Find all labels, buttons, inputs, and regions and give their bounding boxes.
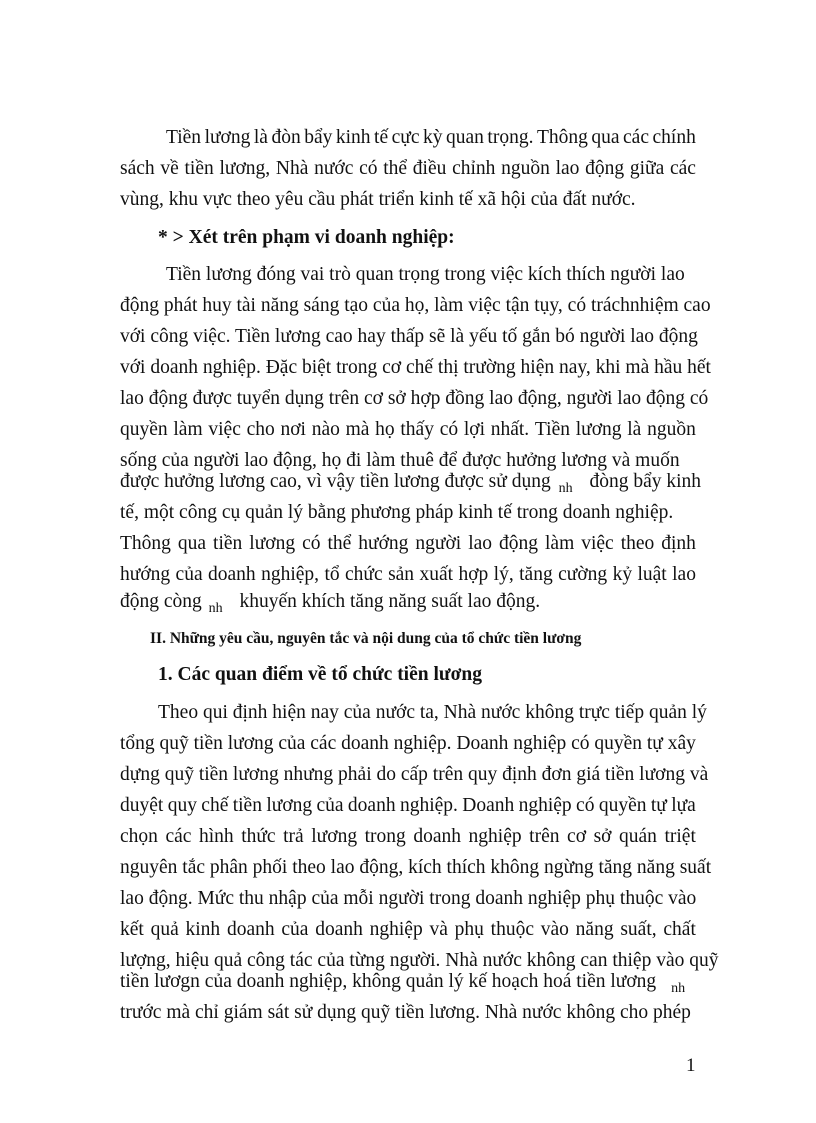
word: quán xyxy=(619,826,657,847)
word: thể xyxy=(327,533,352,554)
word: triệt xyxy=(664,826,696,847)
word: lương xyxy=(311,826,358,847)
word: Tiền xyxy=(534,419,570,440)
word: lương, xyxy=(219,158,271,179)
word: các xyxy=(165,826,192,847)
word: việc xyxy=(208,419,241,440)
word: phụ xyxy=(454,919,484,940)
word: về xyxy=(160,158,179,179)
word: lương xyxy=(575,419,622,440)
word: tiền xyxy=(184,158,214,179)
paragraph-line: lượng, hiệu quả công tác của từng người. Nhà nước không can thiệp vào quỹ xyxy=(120,950,719,971)
paragraph-line xyxy=(120,825,696,849)
subscript-fragment: nh xyxy=(558,481,573,496)
word: của xyxy=(175,564,203,585)
paragraph-line xyxy=(120,157,696,181)
word: Doanh xyxy=(462,795,515,816)
word: vào xyxy=(540,919,569,940)
word: quả xyxy=(150,919,179,940)
word: tế xyxy=(374,127,389,148)
word: cường xyxy=(558,564,608,585)
paragraph-line xyxy=(120,563,696,587)
word: lương xyxy=(249,533,296,554)
word: Doanh xyxy=(456,733,509,754)
word: quan xyxy=(446,127,484,148)
paragraph-line: với doanh nghiệp. Đặc biệt trong cơ chế thị trường hiện nay, khi mà hầu hết xyxy=(120,357,711,378)
word: quyền xyxy=(120,419,168,440)
word: chọn xyxy=(120,826,158,847)
word: của xyxy=(281,919,309,940)
word: thức xyxy=(241,826,276,847)
word: xây xyxy=(667,733,696,754)
word: sách xyxy=(120,158,155,179)
paragraph-line: trước mà chỉ giám sát sử dụng quỹ tiền lương. Nhà nước không cho phép xyxy=(120,1002,691,1023)
word: mà xyxy=(345,419,370,440)
word: qua xyxy=(177,533,207,554)
word: có xyxy=(571,733,590,754)
word: doanh xyxy=(226,919,275,940)
word: tiền xyxy=(193,733,223,754)
paragraph-line xyxy=(120,590,540,616)
word: nguồn xyxy=(501,158,550,179)
word: nơi xyxy=(280,419,306,440)
word: việc xyxy=(581,533,614,554)
subscript-fragment: nh xyxy=(671,981,686,996)
word: hình xyxy=(198,826,234,847)
word: của xyxy=(316,795,344,816)
paragraph-line xyxy=(120,732,696,756)
word: quỹ xyxy=(159,733,189,754)
word: tăng xyxy=(519,564,553,585)
paragraph-text: khuyến khích tăng năng suất lao động. xyxy=(239,591,541,612)
word: lao xyxy=(555,158,580,179)
word: làm xyxy=(173,419,203,440)
word: năng xyxy=(575,919,614,940)
word: nào xyxy=(311,419,340,440)
word: nghiệp, xyxy=(261,564,320,585)
paragraph-line xyxy=(120,794,696,818)
paragraph-line: động phát huy tài năng sáng tạo của họ, làm việc tận tụy, có tráchnhiệm cao xyxy=(120,295,711,316)
word: Tiền xyxy=(166,127,202,148)
word: chức xyxy=(345,564,383,585)
word: có xyxy=(439,419,459,440)
word: cơ xyxy=(567,826,587,847)
word: nguồn xyxy=(647,419,696,440)
word: chế xyxy=(201,795,229,816)
section-heading: 1. Các quan điểm về tổ chức tiền lương xyxy=(158,664,482,685)
word: trên xyxy=(529,826,560,847)
word: giữa xyxy=(629,158,665,179)
word: Thông xyxy=(120,533,171,554)
word: doanh xyxy=(341,733,389,754)
word: kinh xyxy=(335,127,371,148)
word: Thông xyxy=(536,127,588,148)
word: hướng xyxy=(120,564,171,585)
word: kỳ xyxy=(423,127,443,148)
paragraph-line: dựng quỹ tiền lương nhưng phải do cấp trên quy định đơn giá tiền lương và xyxy=(120,764,709,785)
word: sở xyxy=(593,826,612,847)
paragraph-line xyxy=(166,126,696,150)
word: chính xyxy=(652,127,696,148)
word: đòn xyxy=(271,127,301,148)
word: hợp xyxy=(458,564,489,585)
word: trả xyxy=(283,826,304,847)
word: là xyxy=(627,419,642,440)
word: làm xyxy=(545,533,575,554)
word: cho xyxy=(246,419,275,440)
word: thể xyxy=(383,158,408,179)
paragraph-text: tiền lươgn của doanh nghiệp, không quản lý kế hoạch hoá tiền lương xyxy=(120,971,657,992)
paragraph-line xyxy=(120,532,696,556)
word: họ xyxy=(375,419,395,440)
word: trọng. xyxy=(487,127,534,148)
word: Nhà xyxy=(275,158,309,179)
word: trong xyxy=(364,826,406,847)
paragraph-line: lao động. Mức thu nhập của mỗi người trong doanh nghiệp phụ thuộc vào xyxy=(120,888,697,909)
word: lương xyxy=(204,127,251,148)
word: có xyxy=(302,533,321,554)
word: doanh xyxy=(347,795,396,816)
word: xuất xyxy=(419,564,454,585)
word: tổ xyxy=(324,564,340,585)
paragraph-line: Theo qui định hiện nay của nước ta, Nhà nước không trực tiếp quản lý xyxy=(158,702,707,723)
word: tiền xyxy=(213,533,243,554)
word: nước xyxy=(314,158,354,179)
word: có xyxy=(576,795,595,816)
word: doanh xyxy=(315,919,363,940)
word: người xyxy=(415,533,462,554)
paragraph-line: tế, một công cụ quản lý bằng phương pháp kinh tế trong doanh nghiệp. xyxy=(120,502,674,523)
paragraph-line: với công việc. Tiền lương cao hay thấp sẽ là yếu tố gắn bó người lao động xyxy=(120,326,698,347)
word: các xyxy=(310,733,337,754)
word: lợi xyxy=(463,419,485,440)
word: quyền xyxy=(598,795,647,816)
word: và xyxy=(429,919,448,940)
word: quyền xyxy=(594,733,643,754)
paragraph-text: động còng xyxy=(120,591,202,612)
word: nghiệp xyxy=(468,826,522,847)
word: tự xyxy=(646,733,663,754)
word: các xyxy=(623,127,649,148)
paragraph-line: vùng, khu vực theo yêu cầu phát triển kinh tế xã hội của đất nước. xyxy=(120,189,636,210)
word: lý, xyxy=(493,564,514,585)
paragraph-line: Tiền lương đóng vai trò quan trọng trong việc kích thích người lao xyxy=(166,264,685,285)
word: nhất. xyxy=(490,419,530,440)
word: động xyxy=(585,158,625,179)
word: tự xyxy=(650,795,667,816)
section-heading: * > Xét trên phạm vi doanh nghiệp: xyxy=(158,227,455,248)
chapter-heading: II. Những yêu cầu, nguyên tắc và nội dung của tổ chức tiền lương xyxy=(150,630,582,647)
word: quy xyxy=(167,795,197,816)
word: sản xyxy=(388,564,415,585)
word: nghiệp xyxy=(513,733,567,754)
word: duyệt xyxy=(120,795,164,816)
word: kết xyxy=(120,919,144,940)
word: doanh xyxy=(208,564,256,585)
word: doanh xyxy=(413,826,461,847)
word: cực xyxy=(391,127,420,148)
word: thuộc xyxy=(490,919,534,940)
word: tiền xyxy=(232,795,262,816)
word: chỉnh xyxy=(452,158,496,179)
word: nghiệp. xyxy=(393,733,452,754)
word: định xyxy=(661,533,696,554)
word: tổng xyxy=(120,733,155,754)
word: theo xyxy=(620,533,655,554)
word: là xyxy=(253,127,268,148)
paragraph-line xyxy=(120,418,696,442)
word: bẩy xyxy=(304,127,333,148)
paragraph-line: nguyên tắc phân phối theo lao động, kích thích không ngừng tăng năng suất xyxy=(120,857,712,878)
word: lựa xyxy=(671,795,696,816)
word: lao xyxy=(672,564,696,585)
word: kinh xyxy=(185,919,221,940)
word: các xyxy=(669,158,696,179)
word: thấy xyxy=(400,419,434,440)
word: qua xyxy=(591,127,620,148)
word: nghiệp xyxy=(369,919,423,940)
word: lương xyxy=(227,733,274,754)
word: có xyxy=(359,158,378,179)
word: chất xyxy=(663,919,696,940)
word: nghiệp. xyxy=(399,795,458,816)
page-number: 1 xyxy=(686,1055,696,1076)
subscript-fragment: nh xyxy=(208,601,223,616)
word: luật xyxy=(637,564,667,585)
word: động xyxy=(499,533,539,554)
word: hướng xyxy=(358,533,409,554)
paragraph-line xyxy=(120,470,701,496)
paragraph-line: lao động được tuyển dụng trên cơ sở hợp đồng lao động, người lao động có xyxy=(120,388,709,409)
paragraph-line xyxy=(120,918,696,942)
word: lao xyxy=(468,533,493,554)
word: điều xyxy=(412,158,447,179)
paragraph-line: sống của người lao động, họ đi làm thuê để được hưởng lương và muốn xyxy=(120,450,680,471)
word: nghiệp xyxy=(518,795,572,816)
paragraph-text: được hưởng lương cao, vì vậy tiền lương được sử dụng xyxy=(120,471,551,492)
paragraph-text: đòng bẩy kinh xyxy=(589,471,702,492)
word: lương xyxy=(266,795,313,816)
word: kỷ xyxy=(612,564,633,585)
paragraph-line xyxy=(120,970,685,996)
word: suất, xyxy=(620,919,657,940)
word: của xyxy=(278,733,306,754)
